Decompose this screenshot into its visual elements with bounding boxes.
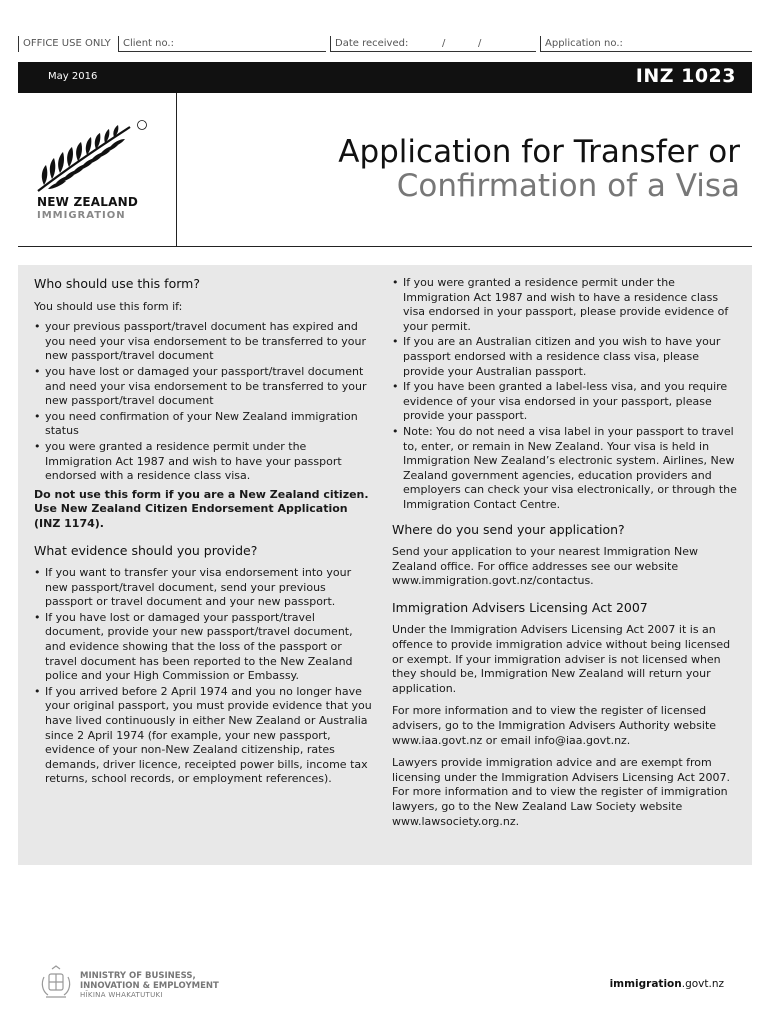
list-item: • If you arrived before 2 April 1974 and you no longer have your original passport, you must provide evidence that you have lived continuously in either New Zealand or Australia since 2 April 1974 (for example, your new passport, evidence of your non-New Zealand citizenship, rates demands, driver licence, receipted power bills, income tax returns, school records, or employment references).: [34, 685, 376, 787]
list-item: • If you have been granted a label-less visa, and you require evidence of your visa endorsed in your passport, please provide your passport.: [392, 380, 742, 424]
list-item: • If you want to transfer your visa endorsement into your new passport/travel document, send your previous passport or travel document and your new passport.: [34, 566, 376, 610]
coat-of-arms-icon: [38, 965, 74, 1001]
page-title-line-1: Application for Transfer or: [338, 134, 740, 170]
list-item: • If you are an Australian citizen and you wish to have your passport endorsed with a residence class visa, please provide your Australian passport.: [392, 335, 742, 379]
iala-paragraph-2: For more information and to view the register of licensed advisers, go to the Immigration Advisers Authority website www.iaa.govt.nz or email info@iaa.govt.nz.: [392, 704, 717, 747]
iala-heading: Immigration Advisers Licensing Act 2007: [392, 599, 648, 615]
evidence-heading: What evidence should you provide?: [34, 542, 258, 558]
office-use-label: OFFICE USE ONLY: [18, 36, 111, 52]
left-column: [34, 277, 376, 788]
send-heading: Where do you send your application?: [392, 521, 625, 537]
date-slash-1: /: [442, 38, 446, 49]
evidence-list: [34, 566, 376, 787]
ministry-line-1: MINISTRY OF BUSINESS,: [80, 971, 196, 981]
logo-text-new-zealand: NEW ZEALAND: [37, 195, 138, 209]
ministry-line-3: HĪKINA WHAKATUTUKI: [80, 991, 163, 999]
ministry-line-2: INNOVATION & EMPLOYMENT: [80, 980, 219, 991]
website-url[interactable]: [610, 978, 724, 990]
date-received-field: Date received:: [330, 36, 408, 52]
logo-text-immigration: IMMIGRATION: [37, 210, 126, 221]
list-item: • your previous passport/travel document has expired and you need your visa endorsement to be transferred to your new passport/travel document: [34, 320, 376, 364]
form-date: May 2016: [48, 71, 98, 82]
date-received-line: [330, 51, 536, 52]
page-title-line-2: Confirmation of a Visa: [396, 168, 740, 204]
header-bar: [18, 62, 752, 93]
right-evidence-list: [392, 276, 742, 513]
info-panel: [18, 265, 752, 865]
application-no-field: Application no.:: [540, 36, 623, 52]
list-item: • you were granted a residence permit under the Immigration Act 1987 and wish to have your passport endorsed with a residence class visa.: [34, 440, 376, 484]
list-item: • Note: You do not need a visa label in your passport to travel to, enter, or remain in New Zealand. Your visa is held in Immigration New Zealand’s electronic system. Airlines, New Zealand government agencies, education providers and employers can check your visa electronically, or through the Immigration Contact Centre.: [392, 425, 742, 513]
list-item: • If you were granted a residence permit under the Immigration Act 1987 and wish to have a residence class visa endorsed in your passport, please provide evidence of your permit.: [392, 276, 742, 334]
list-item: • you need confirmation of your New Zealand immigration status: [34, 410, 376, 439]
iala-paragraph-3: Lawyers provide immigration advice and are exempt from licensing under the Immigration Advisers Licensing Act 2007. For more information and to view the register of immigration lawyers, go to the New Zealand Law Society website www.lawsociety.org.nz.: [392, 756, 730, 828]
who-list: [34, 320, 376, 484]
date-slash-2: /: [478, 38, 482, 49]
right-column: [392, 276, 742, 835]
url-rest-part: .govt.nz: [681, 978, 724, 990]
silver-fern-icon: [34, 119, 154, 195]
do-not-use-note: Do not use this form if you are a New Zealand citizen. Use New Zealand Citizen Endorsement Application (INZ 1174).: [34, 487, 369, 530]
iala-paragraph-1: Under the Immigration Advisers Licensing Act 2007 it is an offence to provide immigration advice without being licensed or exempt. If your immigration adviser is not licensed when they should be, Immigration New Zealand will return your application.: [392, 623, 731, 695]
who-intro: You should use this form if:: [34, 299, 183, 313]
form-number: INZ 1023: [635, 65, 736, 87]
office-use-strip: [18, 36, 752, 52]
url-bold-part: immigration: [609, 978, 682, 990]
application-no-line: [540, 51, 752, 52]
ministry-name: [80, 972, 219, 1001]
list-item: • you have lost or damaged your passport/travel document and need your visa endorsement to be transferred to your new passport/travel document: [34, 365, 376, 409]
client-no-line: [118, 51, 326, 52]
nz-immigration-logo: [18, 93, 177, 247]
client-no-field: Client no.:: [118, 36, 174, 52]
who-heading: Who should use this form?: [34, 276, 200, 291]
send-text: Send your application to your nearest Immigration New Zealand office. For office addresses see our website www.immigration.govt.nz/contactus.: [392, 545, 698, 588]
title-divider: [18, 246, 752, 247]
list-item: • If you have lost or damaged your passport/travel document, provide your new passport/travel document, and evidence showing that the loss of the passport or travel document has been reported to the New Zealand police and your High Commission or Embassy.: [34, 611, 376, 684]
